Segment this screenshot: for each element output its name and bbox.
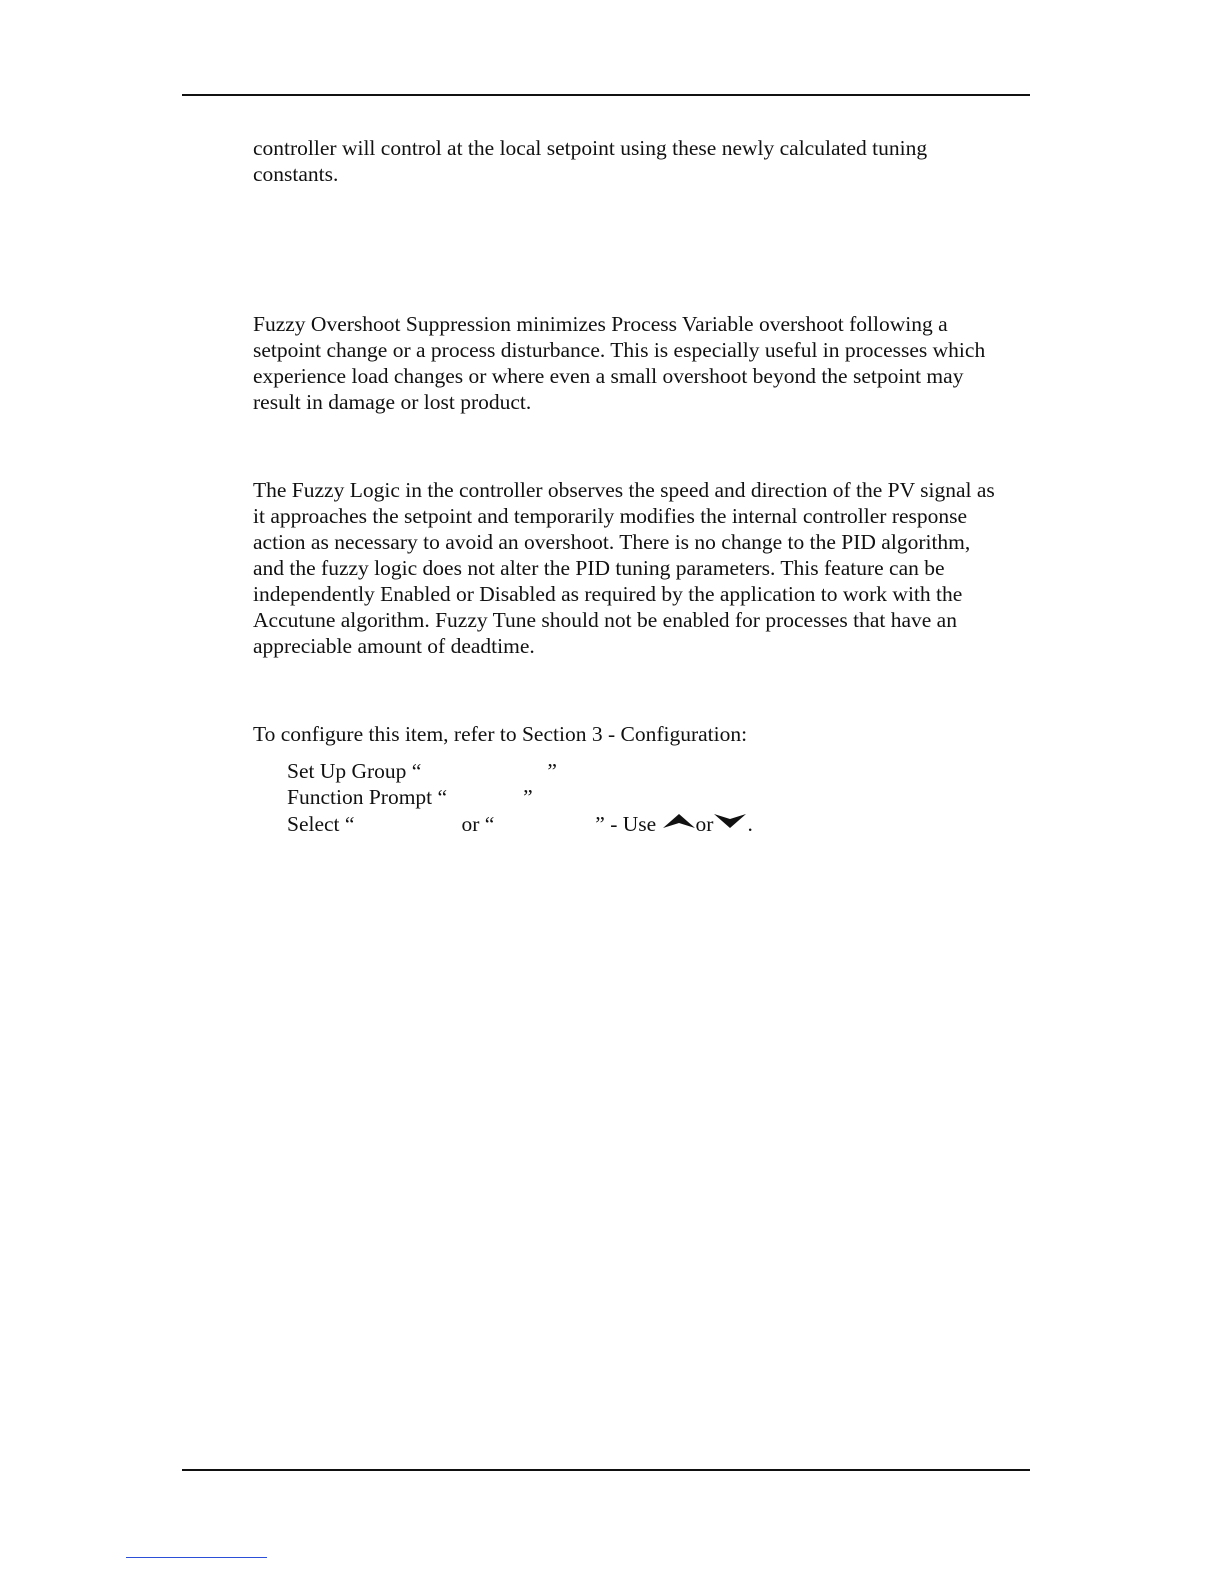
text-line: appreciable amount of deadtime. bbox=[253, 634, 535, 658]
text-line: setpoint change or a process disturbance. This is especially useful in processes which bbox=[253, 338, 986, 362]
function-prompt-label: Function Prompt “ bbox=[287, 785, 448, 809]
instruction-function-prompt bbox=[287, 784, 533, 810]
text-line: action as necessary to avoid an overshoot. There is no change to the PID algorithm, bbox=[253, 530, 971, 554]
text-line: and the fuzzy logic does not alter the PID tuning parameters. This feature can be bbox=[253, 556, 945, 580]
text-line: controller will control at the local setpoint using these newly calculated tuning bbox=[253, 136, 928, 160]
select-or-2-text: or bbox=[695, 812, 714, 836]
paragraph-accutune-continuation bbox=[253, 135, 1043, 187]
select-period: . bbox=[747, 812, 753, 836]
header-rule bbox=[182, 94, 1030, 96]
setup-group-close-quote: ” bbox=[547, 759, 557, 783]
select-or-text: or “ bbox=[461, 812, 495, 836]
text-line: To configure this item, refer to Section 3 - Configuration: bbox=[253, 722, 748, 746]
text-line: experience load changes or where even a small overshoot beyond the setpoint may bbox=[253, 364, 964, 388]
paragraph-fuzzy-overshoot bbox=[253, 311, 1043, 415]
up-arrow-key-icon bbox=[662, 810, 696, 836]
instruction-setup-group bbox=[287, 758, 557, 784]
down-arrow-key-icon bbox=[713, 810, 747, 836]
paragraph-fuzzy-logic bbox=[253, 477, 1043, 659]
footer-link-underline bbox=[126, 1557, 267, 1558]
text-line: independently Enabled or Disabled as required by the application to work with the bbox=[253, 582, 963, 606]
function-prompt-close-quote: ” bbox=[523, 785, 533, 809]
text-line: The Fuzzy Logic in the controller observes the speed and direction of the PV signal as bbox=[253, 478, 995, 502]
footer-rule bbox=[182, 1469, 1030, 1471]
setup-group-label: Set Up Group “ bbox=[287, 759, 422, 783]
text-line: constants. bbox=[253, 162, 339, 186]
text-line: Accutune algorithm. Fuzzy Tune should not be enabled for processes that have an bbox=[253, 608, 957, 632]
text-line: Fuzzy Overshoot Suppression minimizes Process Variable overshoot following a bbox=[253, 312, 948, 336]
text-line: result in damage or lost product. bbox=[253, 390, 532, 414]
select-label: Select “ bbox=[287, 812, 355, 836]
text-line: it approaches the setpoint and temporarily modifies the internal controller response bbox=[253, 504, 968, 528]
select-use-text: ” - Use bbox=[595, 812, 657, 836]
configure-intro bbox=[253, 721, 1043, 747]
instruction-select bbox=[287, 811, 753, 839]
